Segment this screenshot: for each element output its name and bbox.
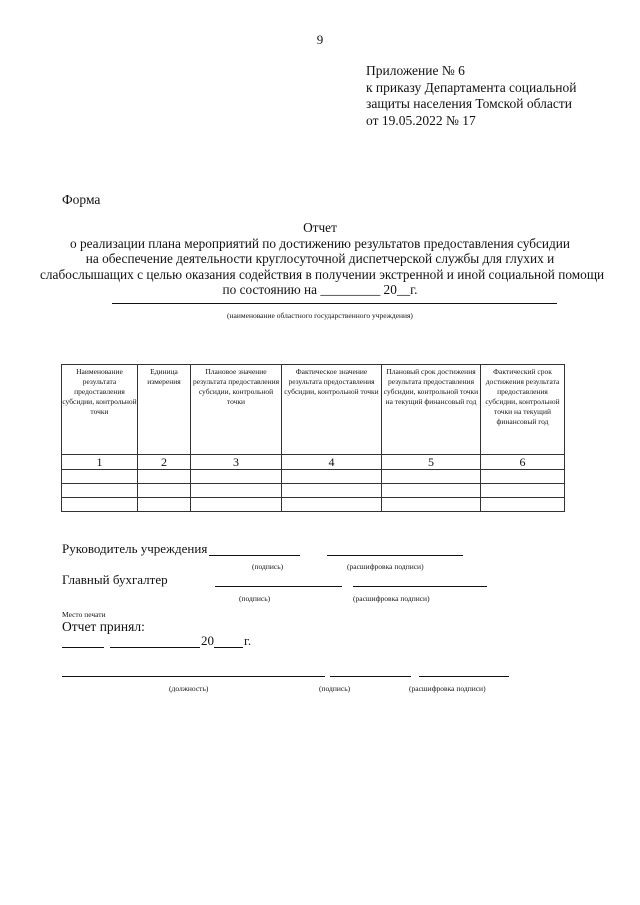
table-cell[interactable]	[382, 470, 481, 484]
table-row	[62, 498, 565, 512]
header-cell: Плановое значение результата предоставления субсидии, контрольной точки	[191, 365, 282, 455]
table-cell[interactable]	[138, 470, 191, 484]
position-caption: (должность)	[169, 684, 209, 693]
stamp-label: Место печати	[62, 610, 106, 619]
table-cell[interactable]	[481, 498, 565, 512]
table-cell[interactable]	[191, 484, 282, 498]
column-number: 6	[481, 455, 565, 470]
date-year-line[interactable]	[214, 647, 243, 648]
header-cell: Фактический срок достижения результата предоставления субсидии, контрольной точки на текущий финансовый год	[481, 365, 565, 455]
report-line-1: о реализации плана мероприятий по достижению результатов предоставления субсидии	[70, 235, 570, 251]
org-name-line	[112, 303, 557, 304]
head-label: Руководитель учреждения	[62, 541, 208, 556]
date-suffix: г.	[244, 633, 252, 648]
column-number: 1	[62, 455, 138, 470]
accepted-signature-line[interactable]	[330, 676, 411, 677]
accepted-label: Отчет принял:	[62, 619, 145, 634]
accountant-decoding-line[interactable]	[353, 586, 487, 587]
table-cell[interactable]	[481, 484, 565, 498]
table-cell[interactable]	[282, 484, 382, 498]
date-month-line[interactable]	[110, 647, 200, 648]
accountant-signature-line[interactable]	[215, 586, 342, 587]
head-signature-caption: (подпись)	[252, 562, 284, 571]
accepted-decoding-line[interactable]	[419, 676, 509, 677]
column-number: 5	[382, 455, 481, 470]
head-signature-line[interactable]	[209, 555, 300, 556]
date-day-line[interactable]	[62, 647, 104, 648]
date-year-prefix: 20	[201, 633, 214, 648]
column-number: 3	[191, 455, 282, 470]
header-cell: Плановый срок достижения результата предоставления субсидии, контрольной точки на текущий финансовый год	[382, 365, 481, 455]
head-decoding-caption: (расшифровка подписи)	[347, 562, 424, 571]
appendix-line-3: защиты населения Томской области	[366, 96, 573, 111]
accepted-decoding-caption: (расшифровка подписи)	[409, 684, 486, 693]
column-number: 2	[138, 455, 191, 470]
table-number-row	[62, 455, 565, 470]
header-cell: Единица измерения	[138, 365, 191, 455]
org-name-caption: (наименование областного государственного учреждения)	[227, 311, 413, 320]
accountant-label: Главный бухгалтер	[62, 572, 168, 587]
appendix-line-4: от 19.05.2022 № 17	[366, 112, 476, 128]
table-cell[interactable]	[62, 470, 138, 484]
table-cell[interactable]	[481, 470, 565, 484]
table-row	[62, 484, 565, 498]
table-cell[interactable]	[382, 498, 481, 512]
page-number: 9	[316, 32, 324, 47]
table-cell[interactable]	[282, 498, 382, 512]
table-cell[interactable]	[138, 498, 191, 512]
report-title-block	[40, 220, 605, 298]
accountant-signature-caption: (подпись)	[239, 594, 271, 603]
report-line-3: слабослышащих с целью оказания содействия в получении экстренной и иной социальной помощи	[40, 266, 605, 282]
report-line-4: по состоянию на _________ 20__г.	[222, 282, 418, 297]
table-cell[interactable]	[191, 470, 282, 484]
head-decoding-line[interactable]	[327, 555, 463, 556]
position-line[interactable]	[62, 676, 325, 677]
table-cell[interactable]	[382, 484, 481, 498]
appendix-block	[366, 63, 576, 129]
table-cell[interactable]	[191, 498, 282, 512]
report-title: Отчет	[303, 220, 337, 235]
table-cell[interactable]	[138, 484, 191, 498]
accepted-signature-caption: (подпись)	[319, 684, 351, 693]
accountant-decoding-caption: (расшифровка подписи)	[353, 594, 430, 603]
appendix-line-1: Приложение № 6	[366, 63, 465, 78]
table-cell[interactable]	[62, 498, 138, 512]
column-number: 4	[282, 455, 382, 470]
report-line-2: на обеспечение деятельности круглосуточной диспетчерской службы для глухих и	[85, 251, 555, 266]
header-cell: Фактическое значение результата предоставления субсидии, контрольной точки	[282, 365, 382, 455]
table-header-row	[62, 365, 565, 455]
table-cell[interactable]	[282, 470, 382, 484]
header-cell: Наименование результата предоставления субсидии, контрольной точки	[62, 365, 138, 455]
form-label: Форма	[62, 192, 101, 207]
table-row	[62, 470, 565, 484]
appendix-line-2: к приказу Департамента социальной	[366, 79, 577, 95]
table-cell[interactable]	[62, 484, 138, 498]
report-table	[61, 364, 565, 512]
